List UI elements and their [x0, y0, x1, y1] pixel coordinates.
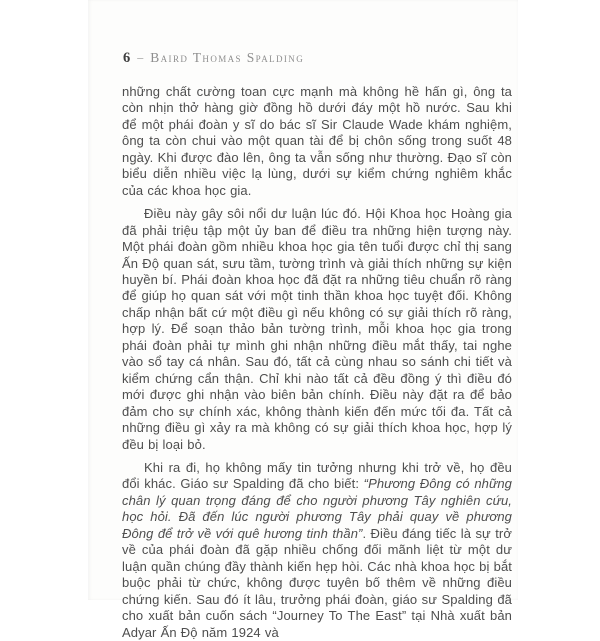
body-text: [122, 84, 512, 641]
quoted-italic-text: “Phương Đông có những chân lý quan trọng đáng để cho người phương Tây nghiên cứu, học hỏi. Đã đến lúc người phương Tây phải quay về phương Đông để trở về với quê hương tinh thần”: [122, 476, 513, 541]
paragraph-text: Khi ra đi, họ không mấy tin tưởng nhưng khi trở về, họ đều đổi khác. Giáo sư Spalding đã cho biết:: [122, 459, 512, 492]
running-head: [123, 50, 304, 67]
paragraph: [122, 206, 512, 453]
paragraph-text: những chất cường toan cực mạnh mà không hề hấn gì, ông ta còn nhịn thở hàng giờ đồng hồ dưới đáy một hồ nước. Sau khi để một phái đoàn y sĩ do bác sĩ Sir Claude Wade khám nghiệm, ông ta còn chui vào một quan tài để bị chôn sống trong suốt 48 ngày. Khi được đào lên, ông ta vẫn sống như thường. Đạo sĩ còn biểu diễn nhiều việc lạ lùng, dưới sự kiểm chứng nghiêm khắc của các khoa học gia.: [122, 84, 512, 198]
page-number: 6: [123, 50, 131, 66]
running-title: Baird Thomas Spalding: [150, 50, 305, 65]
paragraph-text: . Điều đáng tiếc là sự trở về của phái đoàn đã gặp nhiều chống đối mãnh liệt từ một dư luận quần chúng đầy thành kiến hẹp hòi. Các nhà khoa học bị bắt buộc phải từ chức, không được tuyên bố thêm về những điều chứng kiến. Sau đó ít lâu, trưởng phái đoàn, giáo sư Spalding đã cho xuất bản cuốn sách “Journey To The East” tại Nhà xuất bản Adyar Ấn Độ năm 1924 và: [122, 525, 512, 640]
header-separator: –: [137, 50, 144, 64]
paragraph: [122, 460, 512, 641]
paragraph: [122, 84, 512, 199]
paragraph-text: Điều này gây sôi nổi dư luận lúc đó. Hội Khoa học Hoàng gia đã phải triệu tập một ủy ban để điều tra những hiện tượng này. Một phái đoàn gồm nhiều khoa học gia tên tuổi được chỉ thị sang Ấn Độ quan sát, sưu tầm, tường trình và giải thích những sự kiện huyền bí. Phái đoàn khoa học đã đặt ra những tiêu chuẩn rõ ràng để giúp họ quan sát với một tinh thần khoa học tuyệt đối. Không chấp nhận bất cứ một điều gì nếu không có sự giải thích rõ ràng, hợp lý. Để soạn thảo bản tường trình, mỗi khoa học gia trong phái đoàn phải tự mình ghi nhận những điều mắt thấy, tai nghe vào sổ tay cá nhân. Sau đó, tất cả cùng nhau so sánh chi tiết và kiểm chứng cẩn thận. Chỉ khi nào tất cả đều đồng ý thì điều đó mới được ghi nhận vào biên bản chính. Điều này đặt ra để bảo đảm cho sự chính xác, không thành kiến đến mức tối đa. Tất cả những điều gì xảy ra mà không có sự giải thích khoa học, hợp lý đều bị loại bỏ.: [122, 206, 512, 452]
